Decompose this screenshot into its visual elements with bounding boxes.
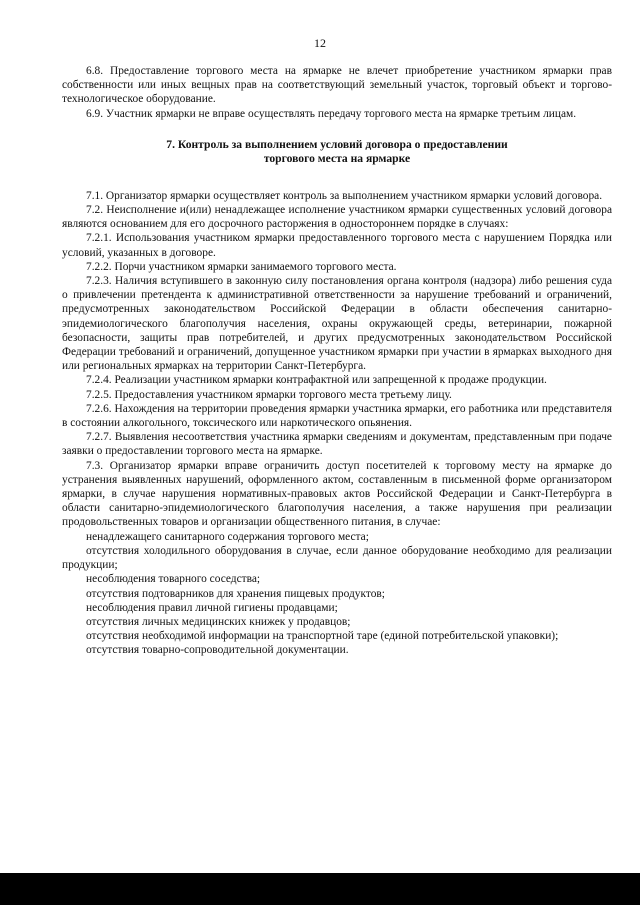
paragraph-7-2-4: 7.2.4. Реализации участником ярмарки контрафактной или запрещенной к продаже продукции. (86, 374, 547, 387)
scan-border (0, 873, 640, 905)
paragraph-7-1: 7.1. Организатор ярмарки осуществляет контроль за выполнением участником ярмарки условий договора. (86, 189, 603, 202)
paragraph-7-2-7: 7.2.7. Выявления несоответствия участника ярмарки сведениям и документам, представленным при подаче заявки о предоставлении торгового места на ярмарке. (62, 431, 612, 458)
paragraph-7-2: 7.2. Неисполнение и(или) ненадлежащее исполнение участником ярмарки существенных условий договора являются основанием для его досрочного расторжения в одностороннем порядке в случаях: (62, 204, 612, 231)
paragraph-7-2-5: 7.2.5. Предоставления участником ярмарки торгового места третьему лицу. (86, 388, 452, 401)
list-item: отсутствия личных медицинских книжек у продавцов; (86, 615, 351, 628)
paragraph-7-2-1: 7.2.1. Использования участником ярмарки предоставленного торгового места с нарушением Порядка или условий, указанных в договоре. (62, 232, 612, 259)
paragraph-7-2-2: 7.2.2. Порчи участником ярмарки занимаемого торгового места. (86, 260, 397, 273)
list-item: отсутствия подтоварников для хранения пищевых продуктов; (86, 587, 385, 600)
page-number: 12 (314, 36, 326, 50)
paragraph-7-2-3: 7.2.3. Наличия вступившего в законную силу постановления органа контроля (надзора) либо решения суда о привлечении претендента к административной ответственности за нарушение требований и ограничений, предусмотренных законодательством Российской Федерации в области обеспечения санитарно-эпидемиологического благополучия населения, охраны окружающей среды, ветеринарии, пожарной безопасности, защиты прав потребителей, и других предусмотренных законодательством Российской Федерации требований и ограничений, допущенное участником ярмарки при участии в ярмарках выходного дня или региональных ярмарках на территории Санкт-Петербурга. (62, 275, 612, 373)
list-item: отсутствия необходимой информации на транспортной таре (единой потребительской упаковки); (86, 630, 559, 643)
list-item: ненадлежащего санитарного содержания торгового места; (86, 530, 369, 543)
paragraph-7-3: 7.3. Организатор ярмарки вправе ограничить доступ посетителей к торговому месту на ярмарке до устранения выявленных нарушений, оформленного актом, составленным в письменной форме организатором ярмарки, в случае нарушения нормативных-правовых актов Российской Федерации и Санкт-Петербурга в области санитарно-эпидемиологического благополучия населения, а также нарушения при реализации продовольственных товаров и организации общественного питания, в случае: (62, 459, 612, 529)
paragraph-7-2-6: 7.2.6. Нахождения на территории проведения ярмарки участника ярмарки, его работника или представителя в состоянии алкогольного, токсического или наркотического опьянения. (62, 402, 612, 430)
list-item: отсутствия товарно-сопроводительной документации. (86, 644, 349, 657)
paragraph-6-9: 6.9. Участник ярмарки не вправе осуществлять передачу торгового места на ярмарке третьим лицам. (86, 107, 577, 120)
list-item: несоблюдения правил личной гигиены продавцами; (86, 601, 338, 614)
paragraph-6-8: 6.8. Предоставление торгового места на ярмарке не влечет приобретение участником ярмарки прав собственности или иных вещных прав на соответствующий земельный участок, торговый объект и торгово-технологическое оборудование. (62, 65, 612, 106)
section-heading: 7. Контроль за выполнением условий договора о предоставлении торгового места на ярмарке (166, 137, 508, 166)
list-item: несоблюдения товарного соседства; (86, 573, 261, 586)
document-body (62, 64, 612, 658)
list-item: отсутствия холодильного оборудования в случае, если данное оборудование необходимо для реализации продукции; (62, 544, 612, 572)
